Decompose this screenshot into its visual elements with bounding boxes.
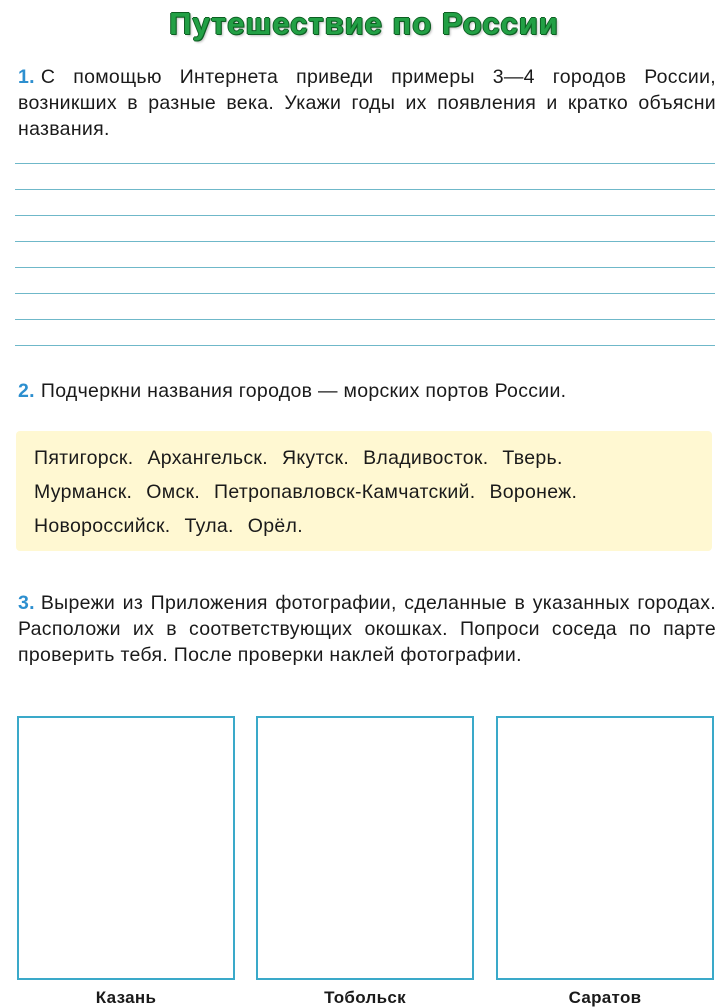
photo-frame-saratov[interactable] bbox=[496, 716, 714, 980]
answer-line[interactable] bbox=[15, 215, 715, 216]
city-item[interactable]: Пятигорск. bbox=[34, 447, 134, 469]
city-item[interactable]: Новороссийск. bbox=[34, 515, 171, 537]
task-1-text: С помощью Интернета приведи примеры 3—4 городов России, возникших в разные века. Укажи годы их появления и кратко объясни названия. bbox=[18, 66, 716, 140]
task-1-instruction bbox=[18, 64, 716, 142]
city-item[interactable]: Омск. bbox=[146, 481, 201, 503]
photo-frame-tobolsk[interactable] bbox=[256, 716, 474, 980]
city-item[interactable]: Орёл. bbox=[247, 515, 303, 537]
city-item[interactable]: Архангельск. bbox=[147, 447, 268, 469]
answer-line[interactable] bbox=[15, 293, 715, 294]
task-2-instruction bbox=[18, 378, 716, 404]
answer-line[interactable] bbox=[15, 345, 715, 346]
task-3-text: Вырежи из Приложения фотографии, сделанные в указанных городах. Расположи их в соответствующих окошках. Попроси соседа по парте проверить тебя. После проверки наклей фотографии. bbox=[18, 592, 716, 666]
answer-line[interactable] bbox=[15, 163, 715, 164]
photo-caption-saratov: Саратов bbox=[568, 988, 642, 1007]
city-item[interactable]: Владивосток. bbox=[363, 447, 489, 469]
city-list bbox=[34, 441, 714, 543]
city-item[interactable]: Якутск. bbox=[281, 447, 350, 469]
task-2-text: Подчеркни названия городов — морских портов России. bbox=[40, 380, 567, 402]
city-item[interactable]: Мурманск. bbox=[34, 481, 133, 503]
task-1-number: 1. bbox=[18, 66, 35, 88]
page-title: Путешествие по России bbox=[169, 6, 559, 41]
city-list-box bbox=[16, 431, 712, 551]
photo-frame-kazan[interactable] bbox=[17, 716, 235, 980]
city-item[interactable]: Воронеж. bbox=[489, 481, 578, 503]
photo-caption-kazan: Казань bbox=[95, 988, 157, 1007]
answer-line[interactable] bbox=[15, 189, 715, 190]
answer-line[interactable] bbox=[15, 267, 715, 268]
photo-caption-tobolsk: Тобольск bbox=[324, 988, 406, 1007]
answer-line[interactable] bbox=[15, 319, 715, 320]
task-3-instruction bbox=[18, 590, 716, 668]
city-item[interactable]: Петропавловск-Камчатский. bbox=[214, 481, 476, 503]
task-2-number: 2. bbox=[18, 380, 35, 402]
city-item[interactable]: Тверь. bbox=[502, 447, 563, 469]
task-3-number: 3. bbox=[18, 592, 35, 614]
city-item[interactable]: Тула. bbox=[184, 515, 234, 537]
answer-line[interactable] bbox=[15, 241, 715, 242]
